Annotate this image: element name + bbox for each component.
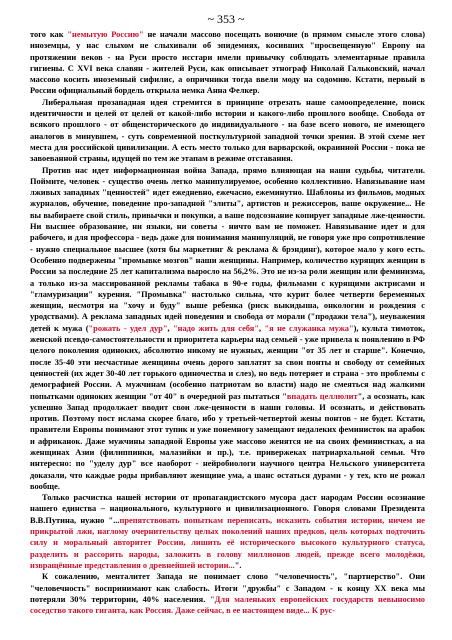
page-number: ~ 353 ~ xyxy=(207,12,245,26)
highlighted-text: впадать целлюлит xyxy=(286,391,358,401)
text-run: того как xyxy=(30,30,68,39)
highlighted-text: "надо жить для себя" xyxy=(173,323,259,333)
highlighted-text: "я не служанка мужа" xyxy=(264,323,354,333)
text-run: Против нас идет информационная война Запада, прямо влияющая на наши судьбы, читатели. Поймите, человек - существо очень легко манипулируемое, особенно коллективно. Навязывание нам лживых западных "ценностей" идет ежедневно, ежечасно, ежеминутно. Шаблоны из фильмов, модных журналов, обучение, поведение про-западной "элиты", артистов и режиссеров, ваше окружение... Не вы выбираете свой стиль, привычки и покупки, а ваше подсознание копирует западные лже-ценности. Ни высшее образование, ни языки, ни советы - ничто вам не поможет. Навязывание идет и для рабочего, и для профессора - ведь даже для понимания манипуляций, не говоря уже про сопротивление - нужно специальное высшее (хотя бы маркетинг & реклама & брэндинг), которое мало у кого есть. Особенно подвержены "промывке мозгов" наши женщины. Например, количество курящих женщин в России за последние 25 лет капитализма выросло на 56,2%. Это не из-за роли женщин или феминизма, а только из-за массированной рекламы табака в 90-е годы, фильмами с курящими актрисами и "гламуризации" курения. "Промывка" настолько сильна, что курит более четверти беременных женщин, несмотря на "хочу и буду" выше ребенка (риск выкидыша, онкологии и рождения с уродствами). А реклама западных идей поведения и свобода от морали ("продажи тела"), неуважения детей к мужа ( xyxy=(30,165,425,333)
text-run: К сожалению, менталитет Запада не понимает слово "человечность", "партнерство". Они "человечность" воспринимают как слабость. Итоги "дружбы" с Западом - к концу XX века мы потеряли 30% территории, 40% населения. xyxy=(30,572,425,604)
text-run: , xyxy=(167,323,174,333)
text-run: Только расчистка нашей истории от пропагандистского мусора даст народам России осознание нашего единства – национального, культурного и цивилизационного. Говоря словами Президента В.В.Путина, нужно "... xyxy=(30,493,425,525)
body-text xyxy=(30,29,425,616)
text-run: не начали массово посещать вонючие (в прямом смысле этого слова) иноземцы, у нас слыхом не слыхивали об эпидемиях, косивших "просвещенную" Европу на протяжении веков - на Руси просто исстари имели привычку соблюдать элементарные правила гигиены. С XVI века славян - жителей Руси, как описывает этнограф Николай Гальковский, начал массово косить иноземный сифилис, а опричники тогда ввели моду на содомию. Кстати, первый в России официальный бордель открыла немка Анна Фелкер. xyxy=(30,30,425,96)
paragraph xyxy=(30,165,425,493)
highlighted-text: "Для маленьких европейских государств невыносимо соседство такого гиганта, как Россия. Даже сейчас, в ее настоящем виде... К рус- xyxy=(30,594,425,616)
paragraph xyxy=(30,29,425,97)
text-run: , xyxy=(258,323,265,333)
paragraph xyxy=(30,571,425,616)
paragraph xyxy=(30,97,425,165)
highlighted-text: "немытую Россию" xyxy=(67,30,144,39)
text-run: ", а осознать, как успешно Запад продолжает вводит свои лже-ценности в наши головы. И осознать, и действовать против. Поэтому пост ислама скорее благо, ибо у третьей-четвертой жены понтов - не будет. Кстати, правители Европы понимают этот тупик и уже понемногу замещают недалеких феминисток на арабок и африканок. Даже мужчины западной Европы уже массово женятся не на своих феминистках, а на женщинах Азии (филиппинки, малазийки и пр.), т.е. привержеках патриархальной семьи. Что интересно: по "уделу дур" все наоборот - нейробиологи научного центра Нельского университета доказали, что каждые роды прибавляют женщине ума, а шанс остаться дурами - у тех, кто не рожал вообще. xyxy=(30,391,425,491)
text-run: ), культа тимоток, женской псевдо-самостоятельности и приоритета карьеры над семьей - уже привела к появлению в РФ целого поколения одиноких, абсолютно никому не нужных, женщин "от 35 лет и старше". Конечно, после 35-40 эти несчастные женщины очень дорого заплатят за свои понты и свободу от семейных ценностей (их ждет 30-40 лет горького одиночества и слез), но ведь потеряет и страна - это проблемы с демографией России. А мужчинам (особенно патриотам во власти) надо не смеяться над жалкими попытками одиноких женщин "от 40" в очередной раз пытаться " xyxy=(30,323,425,401)
highlighted-text: "рожать - удел дур" xyxy=(88,323,168,333)
highlighted-text: препятствовать попыткам переписать, исказить события истории, ничем не прикрытой лжи, наглому очернительству целых поколений наших предков, цель которых подточить силу и моральный авторитет России, лишить её исторического высокого культурного статуса, разделить и рассорить народы, заложить в голову миллионов людей, прежде всего молодёжи, извращённые представления о древнейшей истории... xyxy=(30,515,426,570)
text-run: Либеральная прозападная идея стремится в принципе отрезать наше самоопределение, поиск идентичности и целей от целей от какой-либо истории и какого-либо прошлого вообще. Свобода от всякого прошлого - от общеисторического до индивидуального - на базе всего нового, не имеющего аналогов в минувшем, - суть современной посткультурной западной точки зрения. В этой схеме нет места для российской цивилизации. А есть место только для варварской, окраинной России - пока не завоеванной страны, идущей по тем же этапам в режиме отставания. xyxy=(30,97,425,164)
paragraph xyxy=(30,492,425,571)
text-run: ". xyxy=(234,560,242,570)
